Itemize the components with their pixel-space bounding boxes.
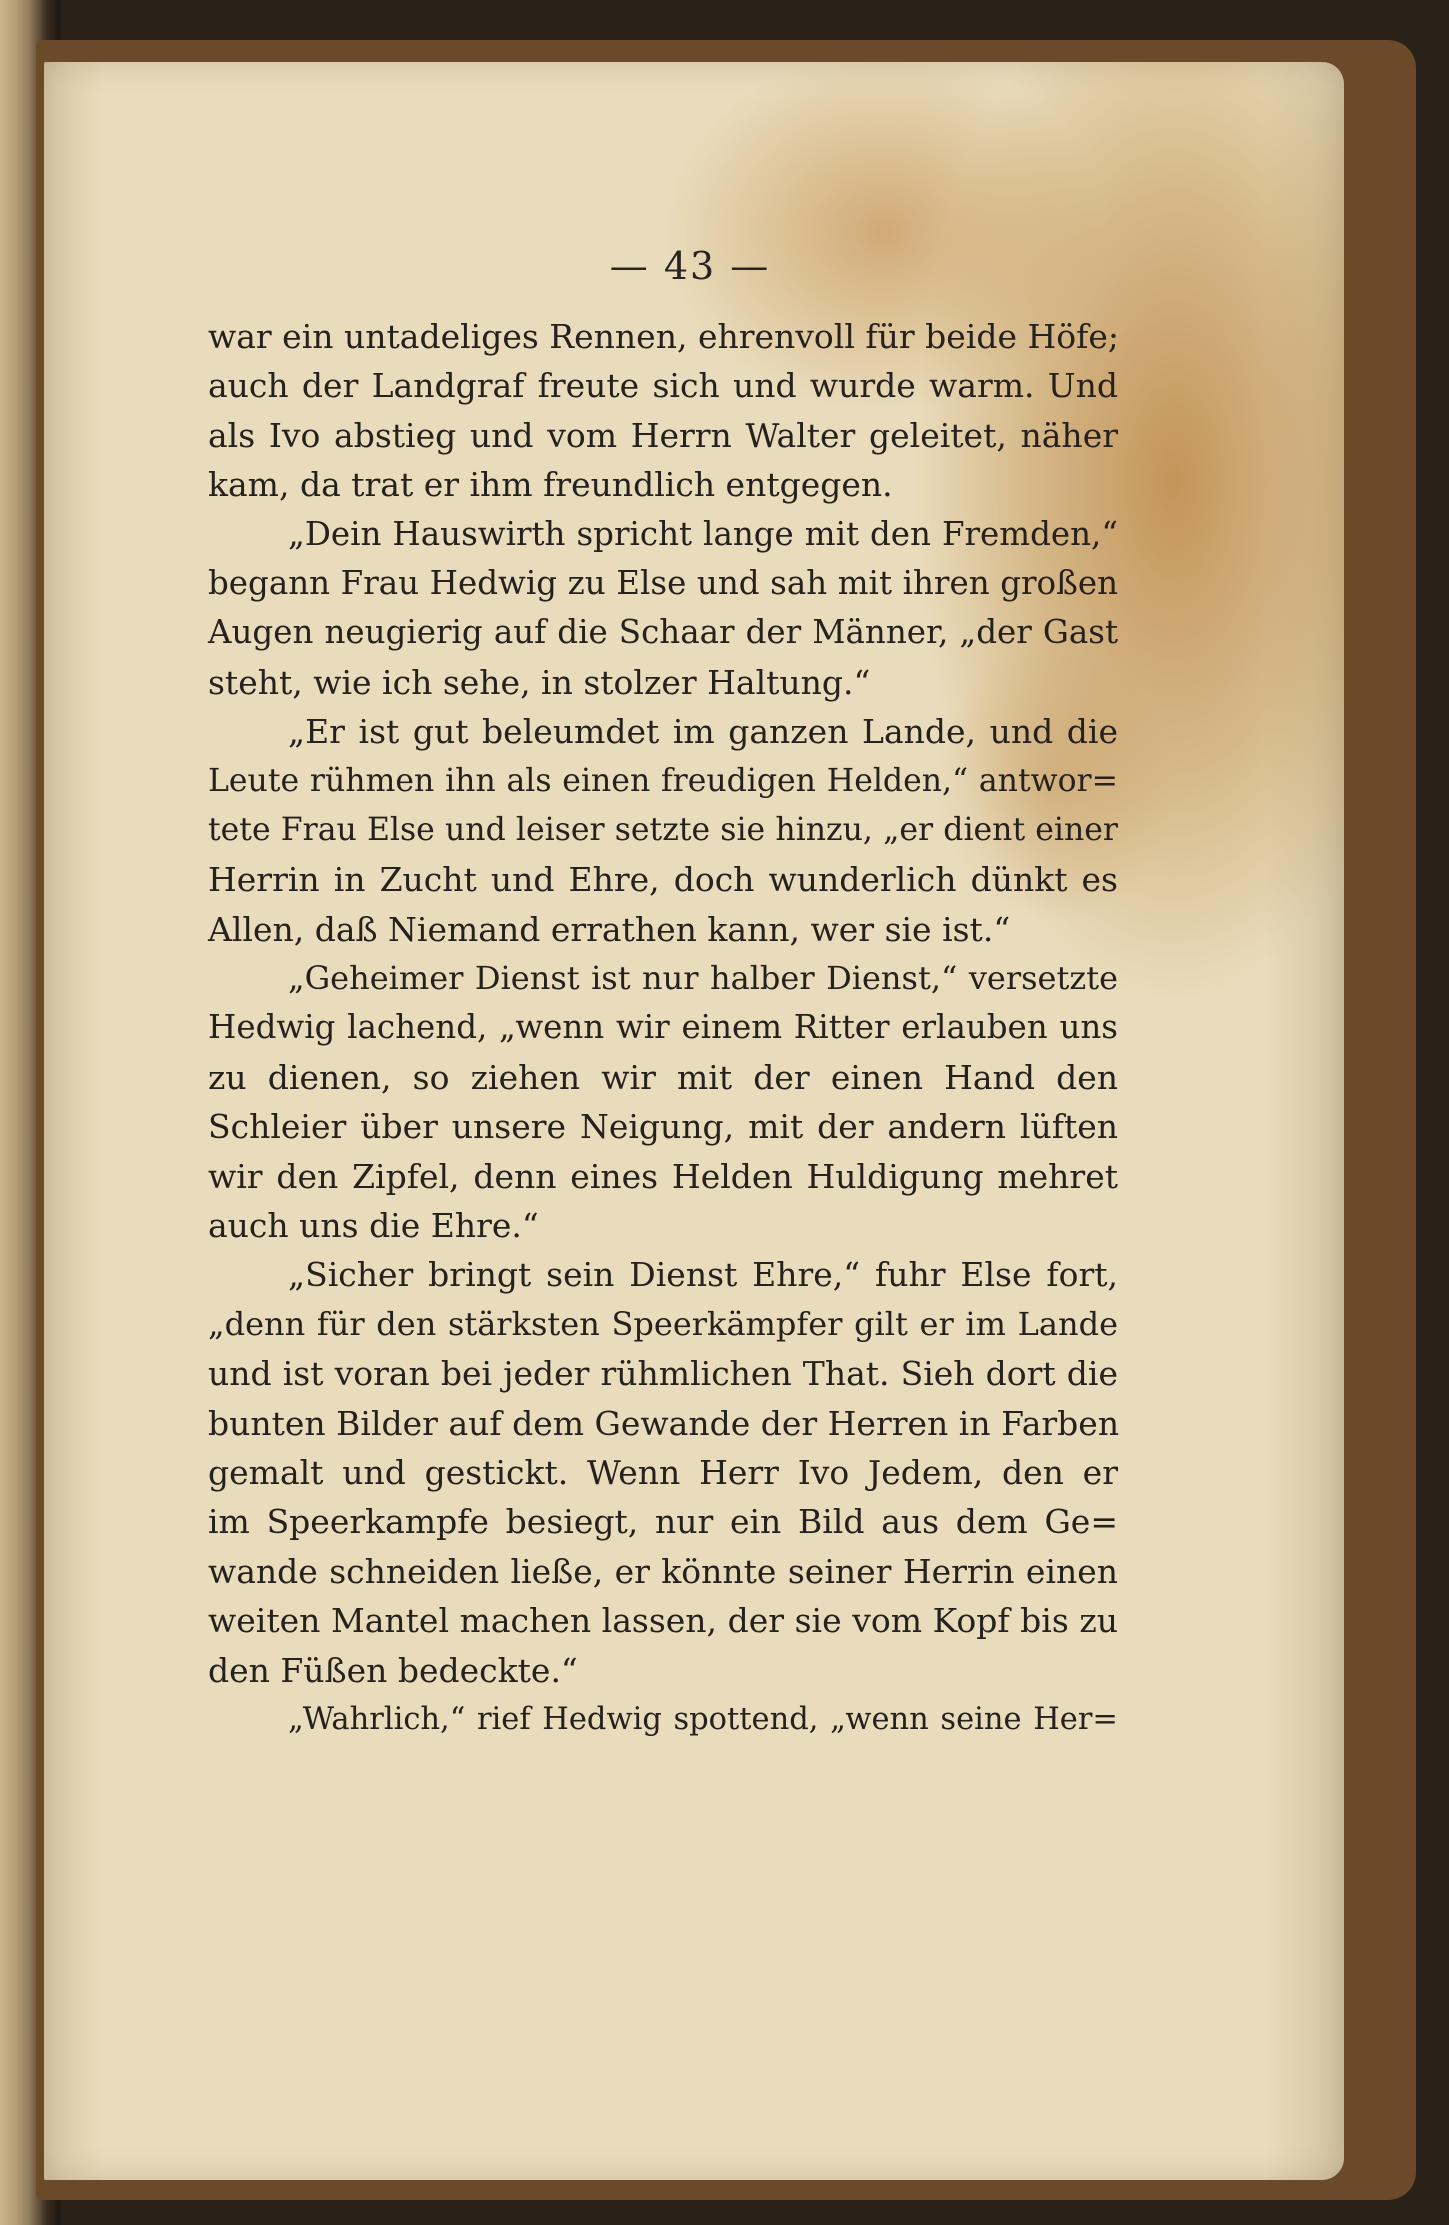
- text-line: den Füßen bedeckte.“: [208, 1650, 578, 1690]
- text-line: wande schneiden ließe, er könnte seiner Herrin einen: [208, 1551, 1118, 1591]
- page-number: — 43 —: [609, 244, 771, 288]
- text-line: weiten Mantel machen lassen, der sie vom Kopf bis zu: [208, 1601, 1118, 1641]
- text-line: Schleier über unsere Neigung, mit der andern lüften: [208, 1107, 1118, 1147]
- text-line: Augen neugierig auf die Schaar der Männer, „der Gast: [208, 613, 1118, 652]
- text-line: auch uns die Ehre.“: [208, 1206, 539, 1246]
- text-line: zu dienen, so ziehen wir mit der einen Hand den: [208, 1057, 1118, 1097]
- text-line: „denn für den stärksten Speerkämpfer gilt er im Lande: [208, 1304, 1118, 1343]
- text-line: kam, da trat er ihm freundlich entgegen.: [208, 465, 893, 505]
- text-line: gemalt und gestickt. Wenn Herr Ivo Jedem, den er: [208, 1452, 1118, 1492]
- text-line: „Dein Hauswirth spricht lange mit den Fremden,“: [288, 514, 1118, 553]
- text-line: Allen, daß Niemand errathen kann, wer sie ist.“: [208, 909, 1011, 949]
- text-line: tete Frau Else und leiser setzte sie hinzu, „er dient einer: [208, 811, 1118, 848]
- text-line: „Geheimer Dienst ist nur halber Dienst,“ versetzte: [288, 959, 1118, 998]
- text-line: als Ivo abstieg und vom Herrn Walter geleitet, näher: [208, 415, 1118, 455]
- text-line: „Er ist gut beleumdet im ganzen Lande, und die: [288, 712, 1118, 752]
- text-line: begann Frau Hedwig zu Else und sah mit ihren großen: [208, 563, 1118, 602]
- text-line: steht, wie ich sehe, in stolzer Haltung.“: [208, 662, 871, 702]
- text-line: wir den Zipfel, denn eines Helden Huldigung mehret: [208, 1156, 1118, 1196]
- text-line: „Sicher bringt sein Dienst Ehre,“ fuhr Else fort,: [288, 1255, 1118, 1295]
- text-line: im Speerkampfe besiegt, nur ein Bild aus dem Ge=: [208, 1502, 1118, 1542]
- text-line: „Wahrlich,“ rief Hedwig spottend, „wenn seine Her=: [288, 1701, 1118, 1737]
- text-line: war ein untadeliges Rennen, ehrenvoll für beide Höfe;: [208, 317, 1119, 356]
- text-line: Leute rühmen ihn als einen freudigen Helden,“ antwor=: [208, 762, 1118, 799]
- text-line: auch der Landgraf freute sich und wurde warm. Und: [208, 366, 1118, 406]
- text-line: und ist voran bei jeder rühmlichen That. Sieh dort die: [208, 1354, 1118, 1394]
- text-line: Hedwig lachend, „wenn wir einem Ritter erlauben uns: [208, 1008, 1118, 1047]
- text-line: bunten Bilder auf dem Gewande der Herren in Farben: [208, 1403, 1120, 1443]
- text-line: Herrin in Zucht und Ehre, doch wunderlich dünkt es: [208, 860, 1118, 900]
- body-text: [208, 312, 1118, 1744]
